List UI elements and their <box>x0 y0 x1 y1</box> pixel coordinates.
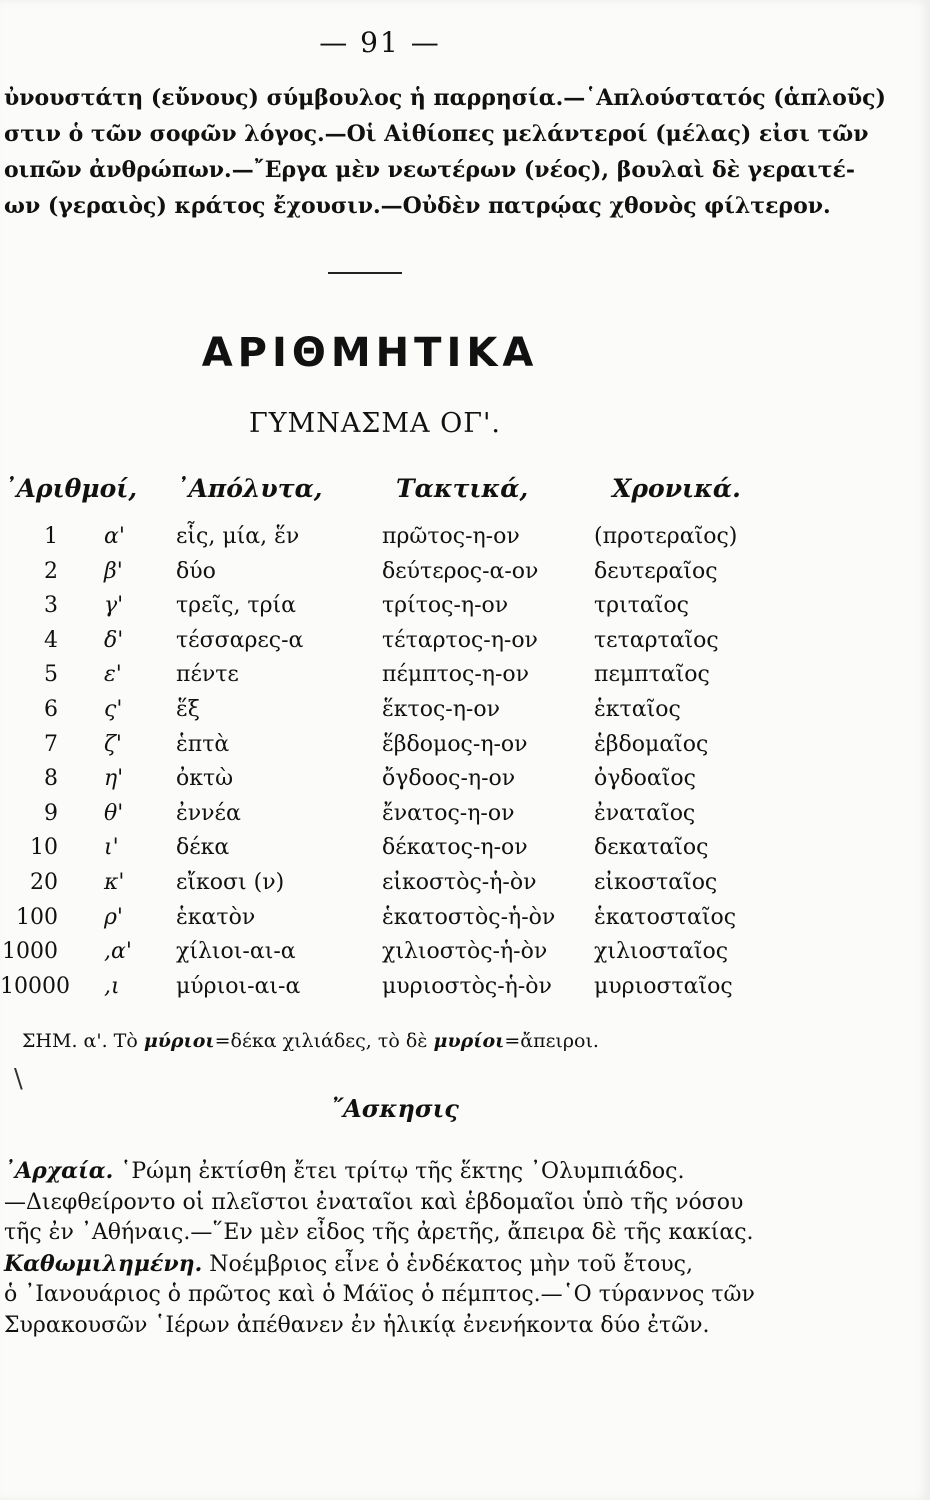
ink-mark: \ <box>14 1064 23 1094</box>
row-number: 8 <box>44 766 58 792</box>
exercises-paragraph <box>4 1156 794 1341</box>
row-cardinal: τέσσαρες-α <box>176 627 304 653</box>
intro-line: στιν ὁ τῶν σοφῶν λόγος.—Οἱ Αἰθίοπες μελάντεροί (μέλας) εἰσι τῶν <box>4 121 869 147</box>
table-row <box>0 868 790 903</box>
row-cardinal: εἷς, μία, ἕν <box>176 524 300 549</box>
exercise-line <box>4 1156 794 1188</box>
section-title: ΑΡΙΘΜΗΤΙΚΑ <box>201 330 539 376</box>
exercise-text: ὁ ᾿Ιανουάριος ὁ πρῶτος καὶ ὁ Μάϊος ὁ πέμπτος.—῾Ο τύραννος τῶν <box>4 1282 755 1307</box>
exercise-label: Καθωμιλημένη. <box>4 1250 203 1277</box>
exercise-text: τῆς ἐν ᾿Αθήναις.—῞Εν μὲν εἶδος τῆς ἀρετῆς, ἄπειρα δὲ τῆς κακίας. <box>4 1220 754 1245</box>
row-number: 7 <box>44 731 58 757</box>
table-row <box>0 660 790 695</box>
exercise-label: ᾿Αρχαία. <box>4 1158 114 1184</box>
row-number: 1 <box>44 524 58 549</box>
table-row <box>0 799 790 834</box>
table-row <box>0 972 790 1007</box>
exercise-title: ΓΥΜΝΑΣΜΑ ΟΓ'. <box>248 408 502 439</box>
row-number: 20 <box>30 869 58 895</box>
row-ordinal: ἕκτος-η-ον <box>382 696 500 722</box>
row-greek-numeral: ρ' <box>104 904 123 930</box>
row-cardinal: ὀκτὼ <box>176 766 234 792</box>
row-greek-numeral: α' <box>104 524 125 549</box>
row-cardinal: τρεῖς, τρία <box>176 593 297 619</box>
row-temporal: πεμπταῖος <box>594 662 710 688</box>
row-ordinal: ἑκατοστὸς-ἡ-ὸν <box>382 904 556 930</box>
row-cardinal: ἑπτὰ <box>176 731 230 757</box>
row-number: 6 <box>44 696 58 722</box>
row-number: 5 <box>44 662 58 688</box>
row-ordinal: δεύτερος-α-ον <box>382 558 539 584</box>
table-row <box>0 695 790 730</box>
note-term: μύριοι <box>143 1030 215 1052</box>
row-temporal: ἑκταῖος <box>594 696 681 722</box>
row-greek-numeral: β' <box>104 558 123 584</box>
row-greek-numeral: ε' <box>104 662 122 688</box>
row-temporal: τριταῖος <box>594 593 689 619</box>
row-temporal: χιλιοσταῖος <box>594 939 729 965</box>
table-row <box>0 591 790 626</box>
row-number: 2 <box>44 558 58 584</box>
row-greek-numeral: η' <box>104 766 124 792</box>
page-number: — 91 — <box>319 26 441 59</box>
row-cardinal: δύο <box>176 558 216 584</box>
row-greek-numeral: ,ι <box>104 973 120 999</box>
row-number: 10 <box>30 835 58 861</box>
row-ordinal: εἰκοστὸς-ἡ-ὸν <box>382 869 537 895</box>
table-row <box>0 937 790 972</box>
exercise-line <box>4 1249 794 1281</box>
table-header <box>0 470 790 520</box>
row-temporal: δεκαταῖος <box>594 835 709 861</box>
row-ordinal: χιλιοστὸς-ἡ-ὸν <box>382 939 548 965</box>
row-number: 4 <box>44 627 58 653</box>
intro-paragraph <box>4 80 886 224</box>
exercise-text: —Διεφθείροντο οἱ πλεῖστοι ἐναταῖοι καὶ ἑβδομαῖοι ὑπὸ τῆς νόσου <box>4 1189 744 1215</box>
row-ordinal: τρίτος-η-ον <box>382 593 509 619</box>
row-temporal: εἰκοσταῖος <box>594 869 718 895</box>
intro-line: οιπῶν ἀνθρώπων.—῎Εργα μὲν νεωτέρων (νέος), βουλαὶ δὲ γεραιτέ- <box>4 157 856 183</box>
row-ordinal: πρῶτος-η-ον <box>382 524 520 549</box>
exercises-title: ῎Ασκησις <box>331 1094 459 1123</box>
row-greek-numeral: θ' <box>104 800 124 826</box>
row-cardinal: ἐννέα <box>176 800 241 826</box>
table-row <box>0 903 790 938</box>
table-row <box>0 764 790 799</box>
exercise-line <box>4 1280 794 1311</box>
row-ordinal: ἔνατος-η-ον <box>382 800 515 826</box>
exercise-text: ῾Ρώμη ἐκτίσθη ἔτει τρίτῳ τῆς ἕκτης ᾿Ολυμπιάδος. <box>113 1159 685 1184</box>
row-ordinal: δέκατος-η-ον <box>382 835 528 861</box>
row-temporal: ἐναταῖος <box>594 800 696 826</box>
row-cardinal: εἴκοσι (ν) <box>176 869 285 895</box>
row-number: 1000 <box>2 939 58 965</box>
note-prefix: ΣΗΜ. α'. Τὸ <box>22 1030 144 1052</box>
row-greek-numeral: γ' <box>104 593 124 619</box>
row-cardinal: χίλιοι-αι-α <box>176 939 296 965</box>
section-divider <box>328 272 402 274</box>
table-row <box>0 626 790 661</box>
row-cardinal: μύριοι-αι-α <box>176 973 301 999</box>
row-temporal: (προτεραῖος) <box>594 524 738 549</box>
row-cardinal: δέκα <box>176 835 230 861</box>
intro-line: ὐνουστάτη (εὔνους) σύμβουλος ἡ παρρησία.—῾Απλούστατός (ἁπλοῦς) <box>4 85 886 111</box>
header-numerals: ᾿Αριθμοί, <box>4 474 138 503</box>
row-temporal: μυριοσταῖος <box>594 973 733 999</box>
note-text: =δέκα χιλιάδες, τὸ δὲ <box>214 1030 434 1052</box>
table-body <box>0 522 790 1006</box>
row-temporal: ὀγδοαῖος <box>594 766 696 792</box>
row-greek-numeral: ζ' <box>104 731 122 757</box>
note <box>22 1030 782 1052</box>
row-greek-numeral: δ' <box>104 627 124 653</box>
header-temporal: Χρονικά. <box>612 474 741 503</box>
row-number: 9 <box>44 800 58 826</box>
row-temporal: τεταρταῖος <box>594 627 719 653</box>
row-greek-numeral: ς' <box>104 696 123 722</box>
row-ordinal: ὄγδοος-η-ον <box>382 766 516 792</box>
row-number: 10000 <box>0 973 70 999</box>
table-row <box>0 833 790 868</box>
header-ordinal: Τακτικά, <box>396 474 529 503</box>
note-text: =ἄπειροι. <box>504 1030 599 1052</box>
row-ordinal: μυριοστὸς-ἡ-ὸν <box>382 973 552 999</box>
exercise-line <box>4 1311 794 1342</box>
row-ordinal: πέμπτος-η-ον <box>382 662 530 688</box>
row-greek-numeral: ι' <box>104 835 119 861</box>
header-cardinal: ᾿Απόλυτα, <box>176 474 323 503</box>
exercise-line <box>4 1218 794 1249</box>
row-number: 3 <box>44 593 58 619</box>
row-cardinal: ἕξ <box>176 696 200 722</box>
row-number: 100 <box>16 904 58 930</box>
exercise-line <box>4 1188 794 1219</box>
row-cardinal: ἑκατὸν <box>176 904 256 930</box>
row-temporal: ἑβδομαῖος <box>594 731 709 757</box>
row-ordinal: τέταρτος-η-ον <box>382 627 538 653</box>
table-row <box>0 730 790 765</box>
row-ordinal: ἕβδομος-η-ον <box>382 731 528 757</box>
table-row <box>0 557 790 592</box>
row-cardinal: πέντε <box>176 662 239 688</box>
exercise-text: Νοέμβριος εἶνε ὁ ἑνδέκατος μὴν τοῦ ἔτους, <box>202 1251 693 1277</box>
exercise-text: Συρακουσῶν ῾Ιέρων ἀπέθανεν ἐν ἡλικίᾳ ἐνενήκοντα δύο ἐτῶν. <box>4 1312 710 1338</box>
note-term: μυρίοι <box>433 1030 505 1052</box>
intro-line: ων (γεραιὸς) κράτος ἔχουσιν.—Οὐδὲν πατρῴας χθονὸς φίλτερον. <box>4 193 831 219</box>
table-row <box>0 522 790 557</box>
numerals-table <box>0 470 790 999</box>
row-greek-numeral: κ' <box>104 869 125 895</box>
row-greek-numeral: ,α' <box>104 939 132 965</box>
row-temporal: ἑκατοσταῖος <box>594 904 737 930</box>
row-temporal: δευτεραῖος <box>594 558 718 584</box>
